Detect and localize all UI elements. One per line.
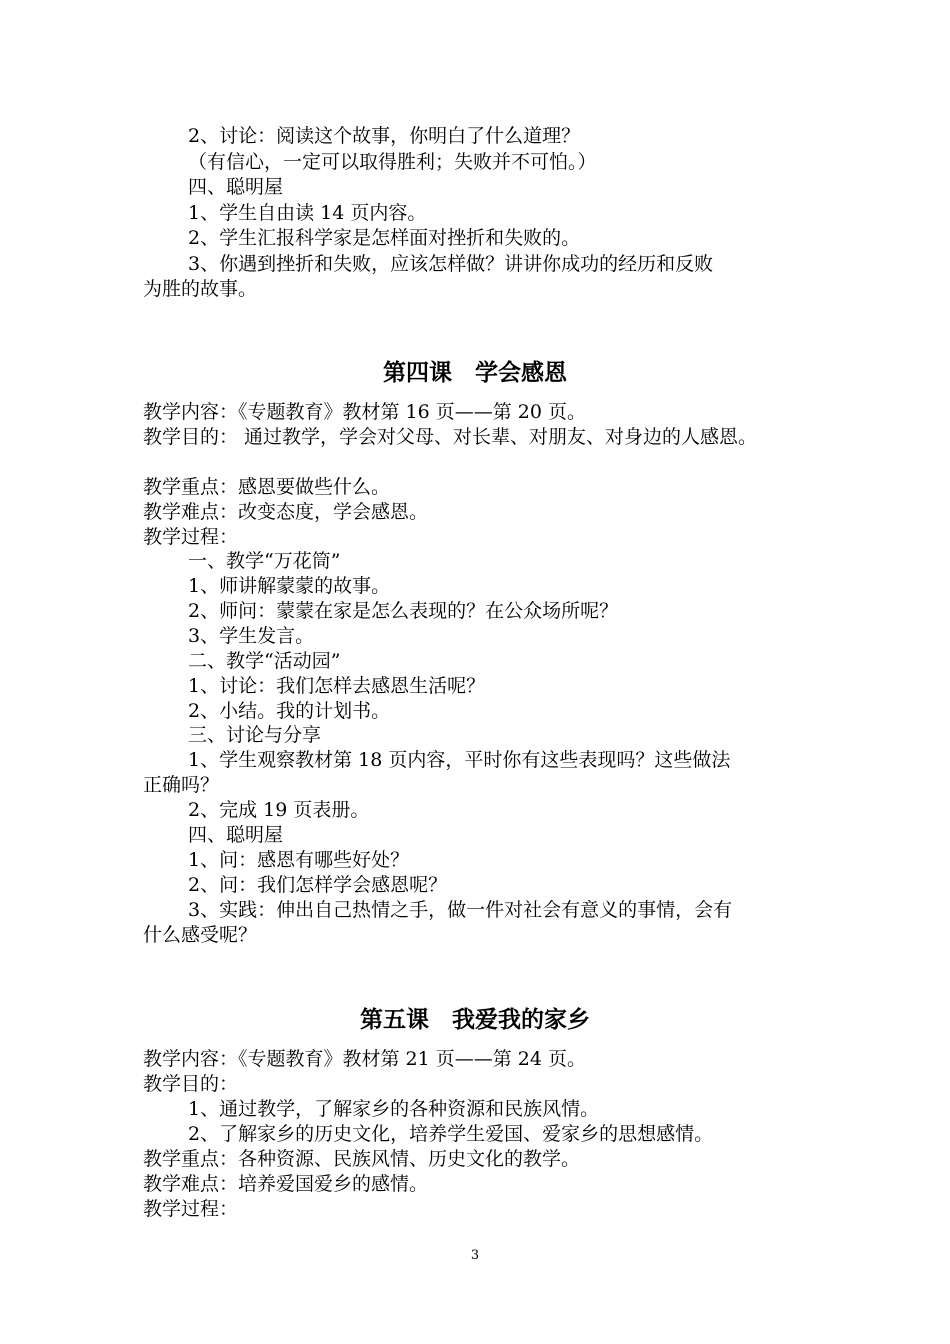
text-line: 1、问：感恩有哪些好处？: [188, 849, 410, 871]
text-line: 正确吗？: [143, 774, 220, 796]
lesson4-objective: 教学目的： 通过教学，学会对父母、对长辈、对朋友、对身边的人感恩。: [143, 426, 758, 448]
lesson4-title: 第四课 学会感恩: [383, 360, 567, 386]
text-line: 四、聪明屋: [188, 824, 284, 846]
text-line: 3、实践：伸出自己热情之手，做一件对社会有意义的事情，会有: [188, 899, 733, 921]
text-line: （有信心，一定可以取得胜利；失败并不可怕。）: [188, 151, 597, 173]
text-line: 2、小结。我的计划书。: [188, 700, 391, 722]
text-line: 2、师问：蒙蒙在家是怎么表现的？在公众场所呢？: [188, 600, 619, 622]
text-line: 二、教学“活动园”: [188, 650, 341, 672]
lesson4-key-point: 教学重点：感恩要做些什么。: [143, 476, 391, 498]
text-line: 3、你遇到挫折和失败，应该怎样做？讲讲你成功的经历和反败: [188, 253, 714, 275]
text-line: 2、完成 19 页表册。: [188, 799, 370, 821]
text-line: 1、学生观察教材第 18 页内容，平时你有这些表现吗？这些做法: [188, 749, 731, 771]
lesson4-content: 教学内容：《专题教育》教材第 16 页——第 20 页。: [143, 401, 587, 423]
text-line: 什么感受呢？: [143, 924, 258, 946]
text-line: 四、聪明屋: [188, 176, 284, 198]
text-line: 1、师讲解蒙蒙的故事。: [188, 575, 391, 597]
text-line: 1、学生自由读 14 页内容。: [188, 202, 427, 224]
lesson5-key-point: 教学重点：各种资源、民族风情、历史文化的教学。: [143, 1148, 581, 1170]
text-line: 三、讨论与分享: [188, 724, 322, 746]
lesson4-difficulty: 教学难点：改变态度，学会感恩。: [143, 501, 429, 523]
lesson5-process: 教学过程：: [143, 1198, 239, 1220]
text-line: 2、了解家乡的历史文化，培养学生爱国、爱家乡的思想感情。: [188, 1123, 714, 1145]
lesson5-content: 教学内容：《专题教育》教材第 21 页——第 24 页。: [143, 1048, 587, 1070]
text-line: 一、教学“万花筒”: [188, 550, 341, 572]
text-line: 2、问：我们怎样学会感恩呢？: [188, 874, 448, 896]
lesson5-title: 第五课 我爱我的家乡: [360, 1007, 590, 1033]
text-line: 3、学生发言。: [188, 625, 315, 647]
page-number: 3: [470, 1248, 480, 1263]
lesson4-process: 教学过程：: [143, 526, 239, 548]
text-line: 1、通过教学，了解家乡的各种资源和民族风情。: [188, 1098, 600, 1120]
lesson5-objective: 教学目的：: [143, 1073, 239, 1095]
text-line: 1、讨论：我们怎样去感恩生活呢？: [188, 675, 486, 697]
text-line: 2、学生汇报科学家是怎样面对挫折和失败的。: [188, 227, 581, 249]
lesson5-difficulty: 教学难点：培养爱国爱乡的感情。: [143, 1173, 429, 1195]
text-line: 2、讨论：阅读这个故事，你明白了什么道理？: [188, 125, 581, 147]
text-line: 为胜的故事。: [143, 278, 258, 300]
